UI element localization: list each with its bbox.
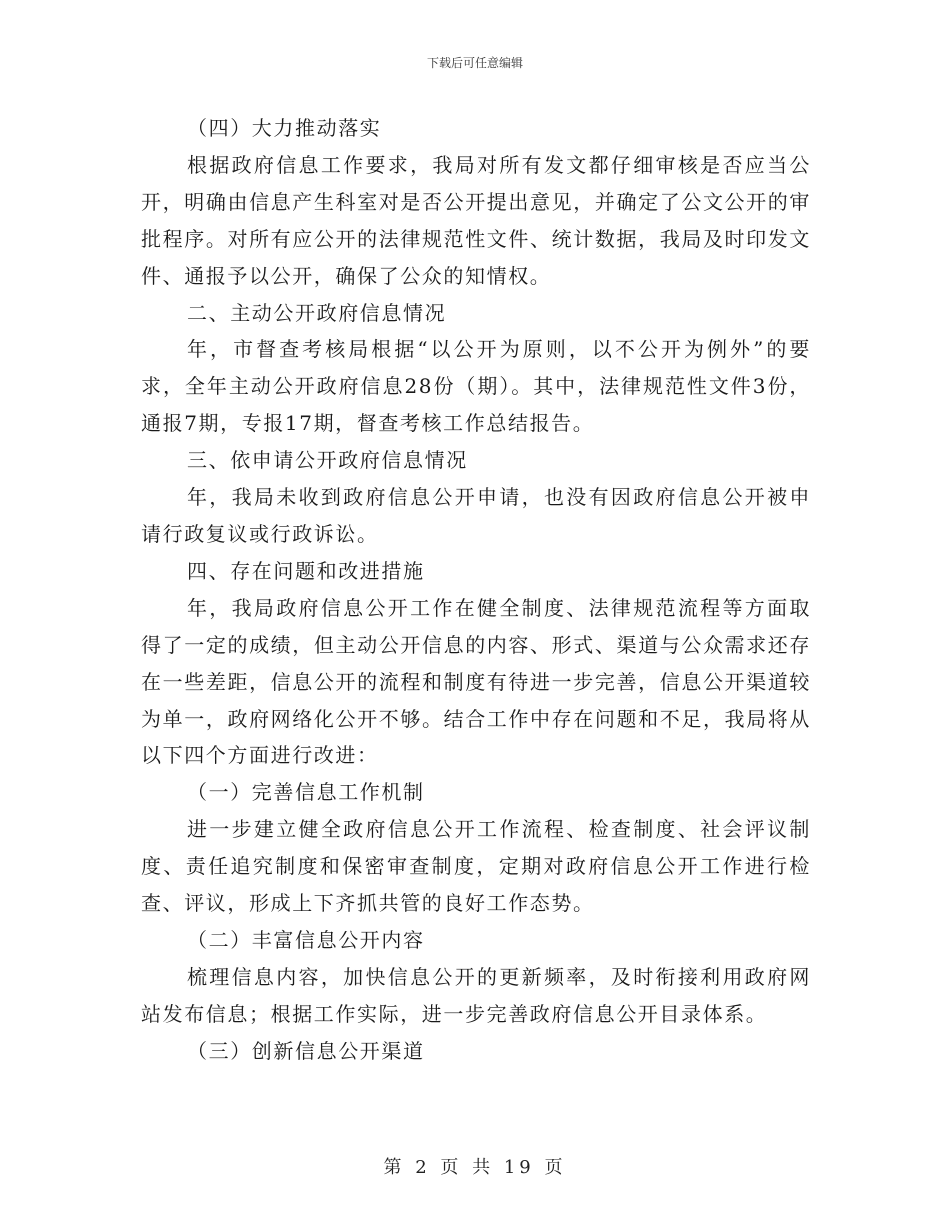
sub-heading-2: （二）丰富信息公开内容: [187, 927, 425, 952]
page-header: 下载后可任意编辑: [426, 56, 523, 70]
sub-heading-3: （三）创新信息公开渠道: [187, 1038, 425, 1063]
body-paragraph: 进一步建立健全政府信息公开工作流程、检查制度、社会评议制度、责任追究制度和保密审查制度，定期对政府信息公开工作进行检查、评议，形成上下齐抓共管的良好工作态势。: [141, 817, 811, 916]
section-heading-request-disclosure: 三、依申请公开政府信息情况: [187, 448, 468, 473]
body-paragraph: 年，我局政府信息公开工作在健全制度、法律规范流程等方面取得了一定的成绩，但主动公开信息的内容、形式、渠道与公众需求还存在一些差距，信息公开的流程和制度有待进一步完善，信息公开渠道较为单一，政府网络化公开不够。结合工作中存在问题和不足，我局将从以下四个方面进行改进：: [141, 595, 811, 768]
page-number: 第 2 页 共 19 页: [383, 1157, 567, 1178]
sub-heading-1: （一）完善信息工作机制: [187, 780, 425, 805]
body-paragraph: 年，市督查考核局根据“以公开为原则，以不公开为例外”的要求，全年主动公开政府信息28份（期）。其中，法律规范性文件3份，通报7期，专报17期，督查考核工作总结报告。: [141, 337, 811, 436]
section-heading-4: （四）大力推动落实: [187, 116, 382, 140]
section-heading-problems: 四、存在问题和改进措施: [187, 558, 425, 583]
document-body: [141, 110, 811, 1070]
body-paragraph: 根据政府信息工作要求，我局对所有发文都仔细审核是否应当公开，明确由信息产生科室对是否公开提出意见，并确定了公文公开的审批程序。对所有应公开的法律规范性文件、统计数据，我局及时印发文件、通报予以公开，确保了公众的知情权。: [141, 152, 811, 288]
body-paragraph: 梳理信息内容，加快信息公开的更新频率，及时衔接利用政府网站发布信息；根据工作实际，进一步完善政府信息公开目录体系。: [141, 964, 811, 1026]
section-heading-proactive-disclosure: 二、主动公开政府信息情况: [187, 300, 447, 325]
body-paragraph: 年，我局未收到政府信息公开申请，也没有因政府信息公开被申请行政复议或行政诉讼。: [141, 485, 811, 546]
